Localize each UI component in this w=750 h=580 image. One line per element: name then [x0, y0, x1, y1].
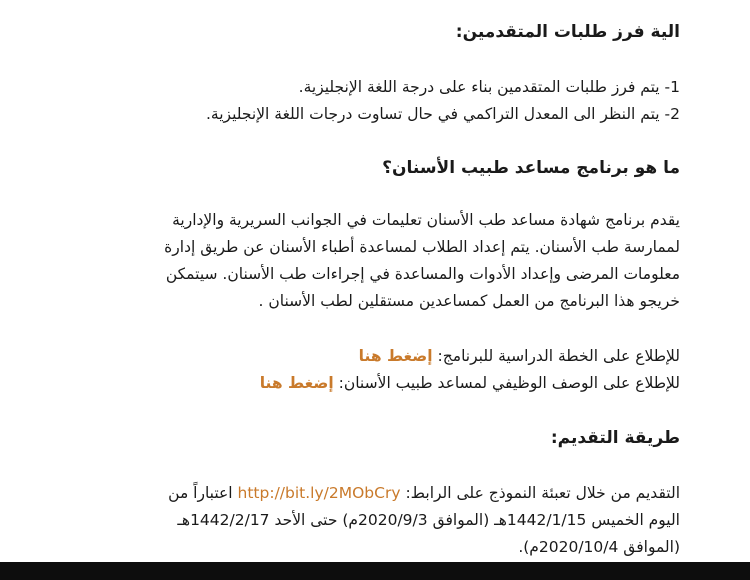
job-text: للإطلاع على الوصف الوظيفي لمساعد طبيب الأسنان:: [338, 374, 680, 392]
apply-url-link[interactable]: http://bit.ly/2MObCry: [237, 484, 401, 502]
apply-line-3: (الموافق 2020/10/4م).: [518, 538, 680, 556]
apply-line-1: [60, 480, 680, 507]
bottom-bar: [0, 562, 750, 580]
apply-text-post: اعتباراً من: [168, 484, 233, 502]
plan-link[interactable]: إضغط هنا: [358, 347, 433, 365]
job-line: [60, 370, 680, 397]
program-line-2: لممارسة طب الأسنان. يتم إعداد الطلاب لمساعدة أطباء الأسنان عن طريق إدارة: [164, 238, 680, 256]
plan-text: للإطلاع على الخطة الدراسية للبرنامج:: [437, 347, 680, 365]
sorting-item-1: 1- يتم فرز طلبات المتقدمين بناء على درجة اللغة الإنجليزية.: [298, 78, 680, 96]
sorting-item-2: 2- يتم النظر الى المعدل التراكمي في حال تساوت درجات اللغة الإنجليزية.: [205, 105, 680, 123]
program-title: ما هو برنامج مساعد طبيب الأسنان؟: [382, 158, 680, 178]
plan-line: [60, 343, 680, 370]
apply-text-pre: التقديم من خلال تعبئة النموذج على الرابط:: [405, 484, 680, 502]
apply-line-2: اليوم الخميس 1442/1/15هـ (الموافق 2020/9/3م) حتى الأحد 1442/2/17هـ: [177, 511, 680, 529]
program-line-3: معلومات المرضى وإعداد الأدوات والمساعدة في إجراءات طب الأسنان. سيتمكن: [165, 265, 680, 283]
apply-title: طريقة التقديم:: [550, 428, 680, 448]
program-line-1: يقدم برنامج شهادة مساعد طب الأسنان تعليمات في الجوانب السريرية والإدارية: [172, 211, 680, 229]
program-line-4: خريجو هذا البرنامج من العمل كمساعدين مستقلين لطب الأسنان .: [258, 292, 680, 310]
job-link[interactable]: إضغط هنا: [259, 374, 334, 392]
sorting-title: الية فرز طلبات المتقدمين:: [455, 22, 680, 42]
